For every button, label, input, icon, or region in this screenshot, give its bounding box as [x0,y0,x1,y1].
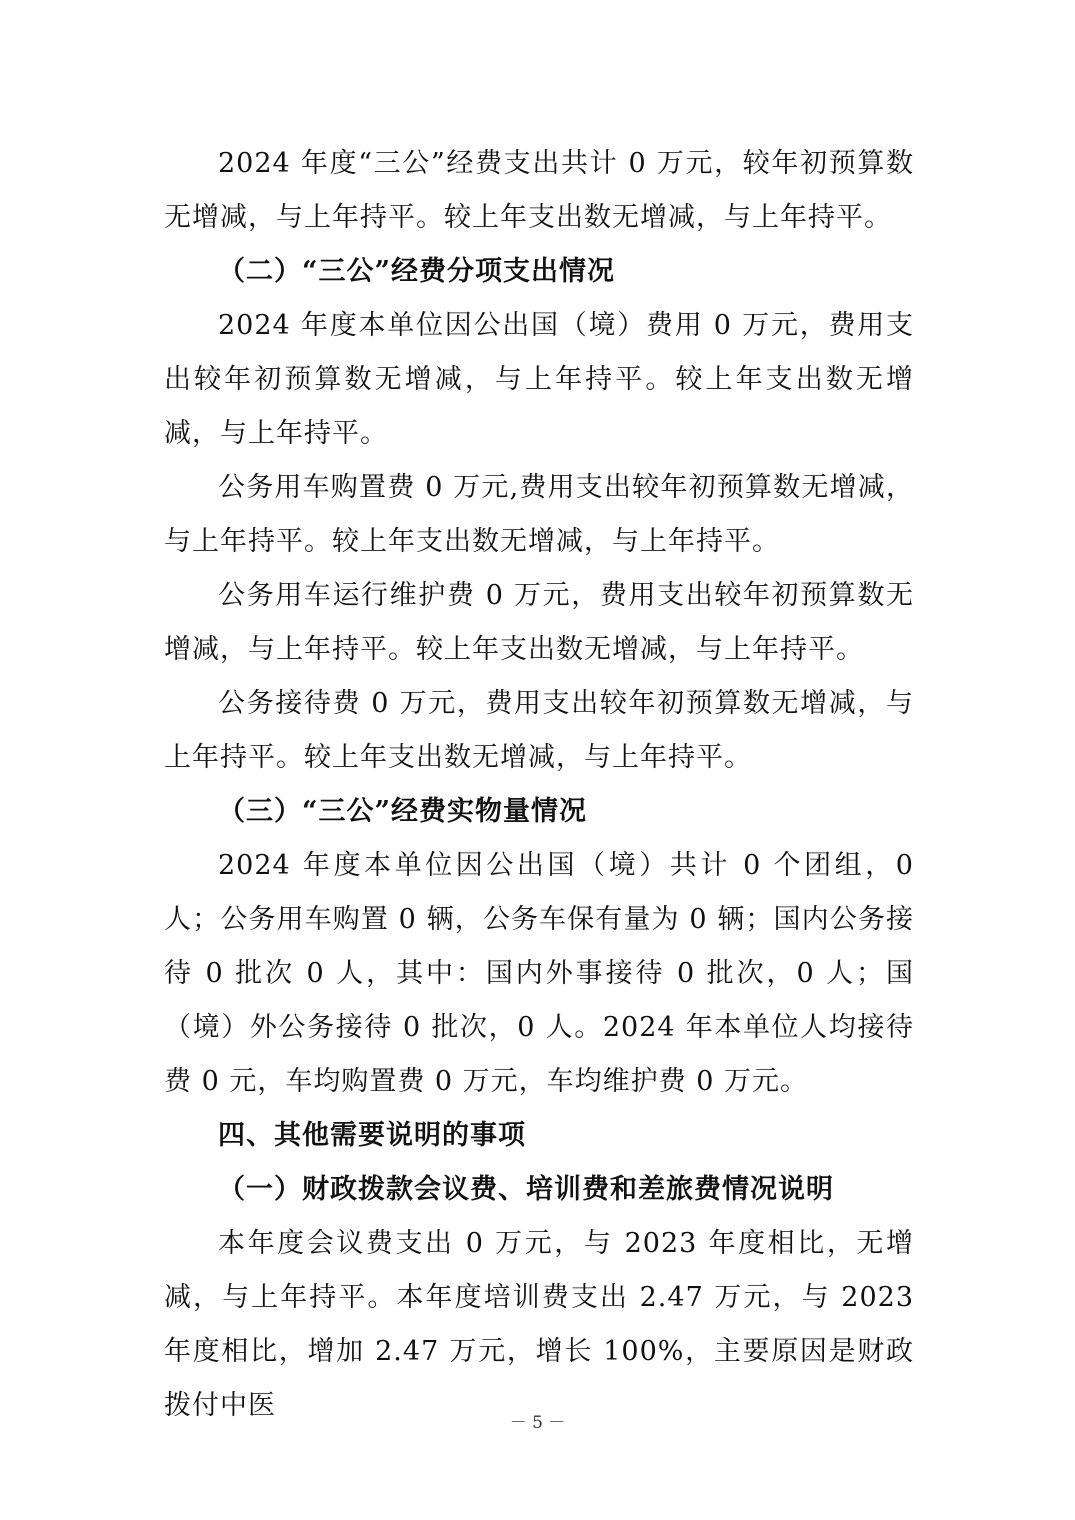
paragraph-physical-quantity: 2024 年度本单位因公出国（境）共计 0 个团组，0 人；公务用车购置 0 辆，公务车保有量为 0 辆；国内公务接待 0 批次 0 人，其中：国内外事接待 0 批次，0 人；国（境）外公务接待 0 批次，0 人。2024 年本单位人均接待费 0 元，车均购置费 0 万元，车均维护费 0 万元。 [164,850,914,1097]
page-number: － 5 － [509,1413,566,1433]
document-body [164,137,914,1433]
paragraph-vehicle-maintenance: 公务用车运行维护费 0 万元，费用支出较年初预算数无增减，与上年持平。较上年支出数无增减，与上年持平。 [164,580,914,665]
section-heading-meeting-training-travel: （一）财政拨款会议费、培训费和差旅费情况说明 [218,1174,834,1205]
paragraph-meeting-training: 本年度会议费支出 0 万元，与 2023 年度相比，无增减，与上年持平。本年度培训费支出 2.47 万元，与 2023 年度相比，增加 2.47 万元，增长 100%，主要原因是财政拨付中医 [164,1228,914,1421]
paragraph-overseas-travel: 2024 年度本单位因公出国（境）费用 0 万元，费用支出较年初预算数无增减，与上年持平。较上年支出数无增减，与上年持平。 [164,310,914,449]
paragraph-three-public-total: 2024 年度“三公”经费支出共计 0 万元，较年初预算数无增减，与上年持平。较上年支出数无增减，与上年持平。 [164,148,914,233]
section-heading-itemized-expenses: （二）“三公”经费分项支出情况 [218,256,616,287]
section-heading-other-matters: 四、其他需要说明的事项 [218,1120,526,1151]
section-heading-physical-quantity: （三）“三公”经费实物量情况 [218,796,588,827]
paragraph-vehicle-purchase: 公务用车购置费 0 万元,费用支出较年初预算数无增减，与上年持平。较上年支出数无增减，与上年持平。 [164,472,914,557]
paragraph-reception: 公务接待费 0 万元，费用支出较年初预算数无增减，与上年持平。较上年支出数无增减，与上年持平。 [164,688,914,773]
